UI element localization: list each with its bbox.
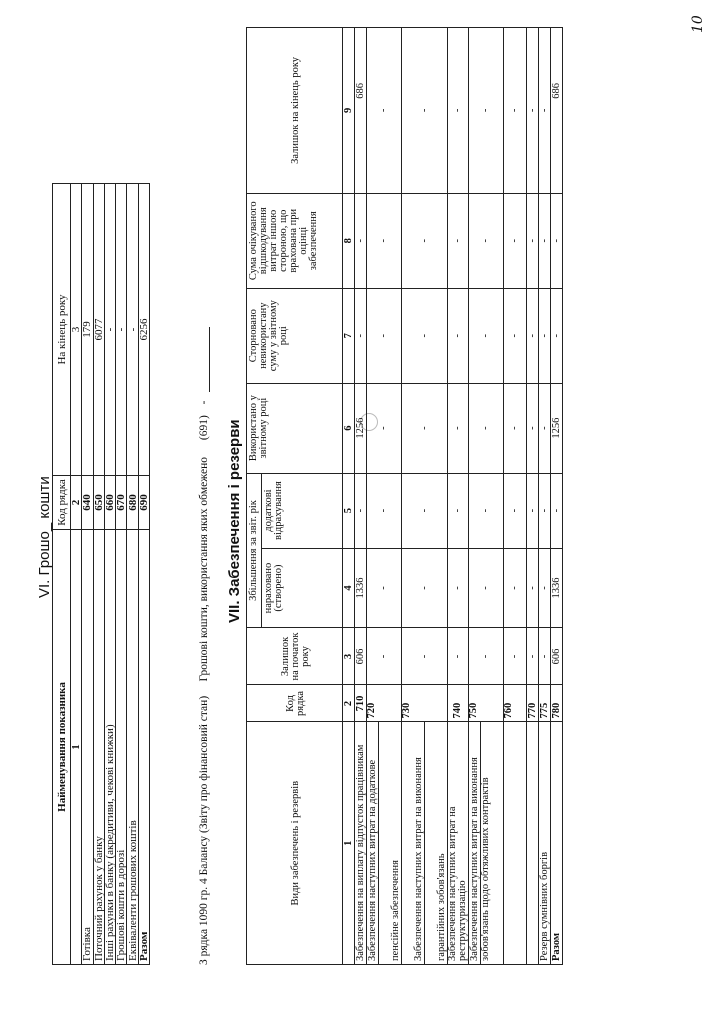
row-code: 720	[367, 685, 402, 722]
row-name: Грошові кошти в дорозі	[116, 530, 127, 965]
cell: -	[527, 28, 539, 194]
row-name: Забезпечення наступних витрат на додаткове	[367, 722, 379, 965]
cell: -	[539, 628, 551, 685]
cell: -	[539, 383, 551, 473]
row-name-cont: зобов'язань щодо обтяжливих контрактів	[481, 722, 504, 965]
cell: -	[504, 383, 527, 473]
cell: -	[355, 288, 367, 383]
row-name-cont: пенсійне забезпечення	[379, 722, 402, 965]
row-end-value: -	[127, 184, 138, 476]
colnum: 1	[343, 722, 355, 965]
cell: 1256	[355, 383, 367, 473]
cell: -	[539, 288, 551, 383]
table-row	[104, 184, 115, 965]
table-row	[355, 28, 367, 965]
cell: -	[402, 383, 448, 473]
header-accrued: нараховано (створено)	[262, 548, 343, 628]
header-code: Код рядка	[53, 476, 71, 530]
restricted-cash-note	[198, 327, 210, 965]
cell: -	[504, 473, 527, 548]
cell: -	[527, 288, 539, 383]
row-code: 760	[504, 685, 527, 722]
colnum: 6	[343, 383, 355, 473]
cell: -	[469, 548, 504, 628]
colnum: 3	[343, 628, 355, 685]
note-text: З рядка 1090 гр. 4 Балансу (Звіту про фінансовий стан) Грошові кошти, використання яких обмежено	[198, 456, 210, 965]
header-used: Використано у звітному році	[247, 383, 343, 473]
row-name: Еквіваленти грошових коштів	[127, 530, 138, 965]
cell: -	[367, 548, 402, 628]
note-value: -	[198, 400, 210, 405]
note-underline	[209, 327, 210, 392]
colnum-2: 2	[71, 476, 82, 530]
colnum: 4	[343, 548, 355, 628]
cell: -	[448, 473, 469, 548]
cell: -	[539, 548, 551, 628]
cell: -	[402, 193, 448, 288]
row-name: Разом	[551, 722, 563, 965]
cell: -	[367, 473, 402, 548]
table-row	[367, 28, 379, 965]
cell: -	[402, 473, 448, 548]
cell: -	[527, 628, 539, 685]
colnum: 9	[343, 28, 355, 194]
row-name: Готівка	[82, 530, 93, 965]
cell: -	[527, 193, 539, 288]
cell: -	[402, 548, 448, 628]
table-row	[116, 184, 127, 965]
cell: -	[551, 193, 563, 288]
row-end-value: 6077	[93, 184, 104, 476]
header-name: Найменування показника	[53, 530, 71, 965]
cell: -	[527, 473, 539, 548]
row-name: Резерв сумнівних боргів	[539, 722, 551, 965]
table-row	[402, 28, 425, 965]
section-7-title: VII. Забезпечення і резерви	[226, 419, 243, 623]
row-code: 710	[355, 685, 367, 722]
note-code: (691)	[198, 415, 210, 441]
cell: -	[469, 288, 504, 383]
cell: -	[539, 473, 551, 548]
row-name	[527, 722, 539, 965]
colnum: 5	[343, 473, 355, 548]
row-name: Забезпечення наступних витрат на виконання	[402, 722, 425, 965]
table-row	[82, 184, 93, 965]
cell: -	[402, 28, 448, 194]
cell: -	[448, 383, 469, 473]
row-code: 640	[82, 476, 93, 530]
cell: -	[504, 288, 527, 383]
table-row-total	[551, 28, 563, 965]
cell: -	[469, 628, 504, 685]
row-code: 770	[527, 685, 539, 722]
header-code: Код рядка	[247, 685, 343, 722]
cell: -	[367, 28, 402, 194]
row-name: Забезпечення на виплату відпусток працівникам	[355, 722, 367, 965]
colnum: 2	[343, 685, 355, 722]
table-row	[539, 28, 551, 965]
row-code: 690	[138, 476, 149, 530]
provisions-table	[246, 27, 563, 965]
header-start: Залишок на початок року	[247, 628, 343, 685]
row-name: Інші рахунки в банку (акредитиви, чекові книжки)	[104, 530, 115, 965]
cell: -	[448, 288, 469, 383]
cell: 606	[355, 628, 367, 685]
cell: 1336	[355, 548, 367, 628]
column-numbers-row	[343, 28, 355, 965]
cell: -	[448, 28, 469, 194]
row-code: 750	[469, 685, 504, 722]
cell: -	[469, 383, 504, 473]
cell: -	[504, 548, 527, 628]
cell: -	[539, 193, 551, 288]
header-expected: Сума очікуваного відшкодування витрат іншою стороною, що врахована при оцінці забезпечення	[247, 193, 343, 288]
row-end-value: -	[104, 184, 115, 476]
cell: 686	[355, 28, 367, 194]
row-code: 670	[116, 476, 127, 530]
cell: -	[367, 628, 402, 685]
table-row	[93, 184, 104, 965]
cash-table	[52, 183, 150, 965]
table-row-total	[138, 184, 149, 965]
colnum: 7	[343, 288, 355, 383]
table-row	[469, 28, 481, 965]
cell: -	[448, 193, 469, 288]
table-row	[504, 28, 527, 965]
cell: -	[448, 628, 469, 685]
header-kind: Види забезпечень і резервів	[247, 722, 343, 965]
row-name: Забезпечення наступних витрат на реструктуризацію	[448, 722, 469, 965]
table-row	[127, 184, 138, 965]
cell: -	[504, 628, 527, 685]
cell: -	[551, 473, 563, 548]
cell: 1336	[551, 548, 563, 628]
cell: -	[402, 288, 448, 383]
row-name: Забезпечення наступних витрат на виконання	[469, 722, 481, 965]
cell: -	[367, 193, 402, 288]
row-code: 660	[104, 476, 115, 530]
page-number: 10	[690, 15, 706, 33]
row-name-cont: гарантійних зобов'язань	[425, 722, 448, 965]
header-additional: додаткові відрахування	[262, 473, 343, 548]
row-code: 650	[93, 476, 104, 530]
cell: -	[367, 383, 402, 473]
header-end: На кінець року	[53, 184, 71, 476]
header-reversed: Сторновано невикористану суму у звітному році	[247, 288, 343, 383]
colnum: 8	[343, 193, 355, 288]
cell: -	[355, 473, 367, 548]
cell: -	[355, 193, 367, 288]
cell: -	[448, 548, 469, 628]
row-code: 680	[127, 476, 138, 530]
colnum-3: 3	[71, 184, 82, 476]
cell: 686	[551, 28, 563, 194]
cell: -	[469, 193, 504, 288]
row-code: 780	[551, 685, 563, 722]
cell: -	[469, 28, 504, 194]
header-increase: Збільшення за звіт. рік	[247, 473, 262, 628]
colnum-1: 1	[71, 530, 82, 965]
section-6-title: VI. Грошо_ кошти	[36, 476, 53, 598]
cell: -	[527, 548, 539, 628]
header-end: Залишок на кінець року	[247, 28, 343, 194]
cell: -	[527, 383, 539, 473]
cell: -	[504, 28, 527, 194]
row-end-value: 6256	[138, 184, 149, 476]
row-code: 775	[539, 685, 551, 722]
table-row	[448, 28, 469, 965]
row-name	[504, 722, 527, 965]
cell: 606	[551, 628, 563, 685]
row-name: Разом	[138, 530, 149, 965]
cell: -	[469, 473, 504, 548]
row-code: 740	[448, 685, 469, 722]
table-row	[527, 28, 539, 965]
row-end-value: -	[116, 184, 127, 476]
cell: -	[367, 288, 402, 383]
row-code: 730	[402, 685, 448, 722]
row-end-value: 179	[82, 184, 93, 476]
cell: -	[504, 193, 527, 288]
cell: -	[551, 288, 563, 383]
row-name: Поточний рахунок у банку	[93, 530, 104, 965]
cell: -	[402, 628, 448, 685]
cell: 1256	[551, 383, 563, 473]
cell: -	[539, 28, 551, 194]
